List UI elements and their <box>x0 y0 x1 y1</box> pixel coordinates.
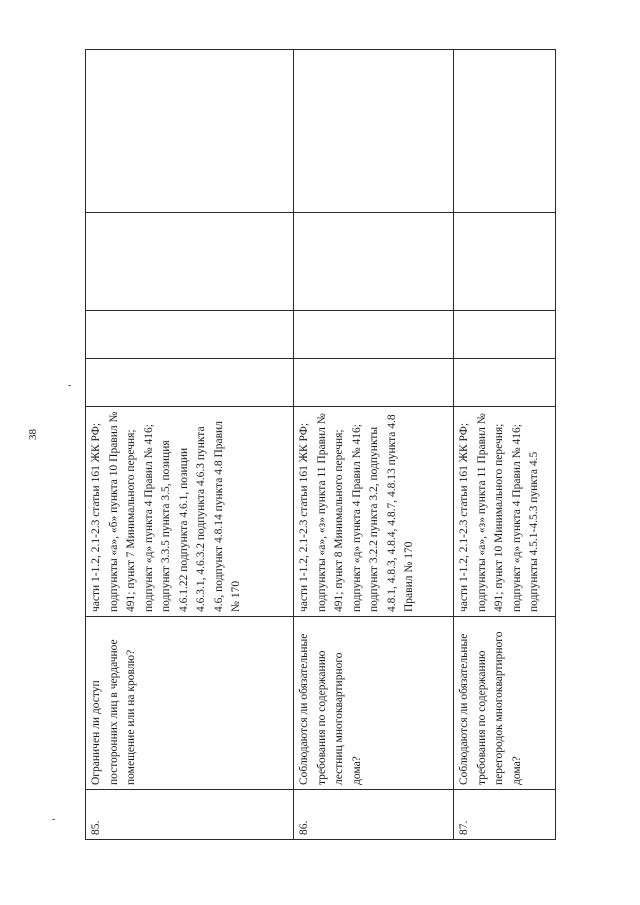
page-number: 38 <box>27 429 39 440</box>
reference-text: части 1-1.2, 2.1-2.3 статьи 161 ЖК РФ; подпункты «а», «з» пункта 11 Правил № 491; пункт 8 Минимального перечня; подпункт «д» пункта 4 Правил № 416; подпункт 3.2.2 пункта 3.2, подпункты 4.8.1, 4.8.3, 4.8.4, 4.8.7, 4.8.13 пункта 4.8 Правил № 170 <box>298 413 415 612</box>
reference-cell <box>454 407 556 617</box>
empty-answer-cell <box>294 359 454 407</box>
empty-answer-cell <box>86 311 294 359</box>
question-cell <box>86 617 294 790</box>
row-number-cell <box>86 790 294 840</box>
checklist-table <box>85 49 556 840</box>
question-text: Соблюдаются ли обязательные требования по содержанию лестниц многоквартирного дома? <box>298 633 363 785</box>
empty-answer-cell <box>454 359 556 407</box>
empty-answer-cell <box>294 311 454 359</box>
empty-answer-cell <box>454 213 556 311</box>
row-number: 86. <box>298 820 310 835</box>
rotated-table-container <box>85 50 555 840</box>
question-text: Ограничен ли доступ посторонних лиц в чердачное помещение или на кровлю? <box>90 639 137 785</box>
empty-answer-cell <box>86 213 294 311</box>
question-cell <box>454 617 556 790</box>
question-text: Соблюдаются ли обязательные требования по содержанию перегородок многоквартирного дома? <box>458 631 523 785</box>
margin-mark: - <box>68 380 72 391</box>
row-number-cell <box>294 790 454 840</box>
empty-note-cell <box>86 50 294 213</box>
reference-text: части 1-1.2, 2.1-2.3 статьи 161 ЖК РФ; подпункты «а», «б» пункта 10 Правил № 491; пункт 7 Минимального перечня; подпункт «д» пункта 4 Правил № 416; подпункт 3.3.5 пункта 3.5, позиция 4.6.1.22 подпункта 4.6.1, позиции 4.6.3.1, 4.6.3.2 подпункта 4.6.3 пункта 4.6, подпункт 4.8.14 пункта 4.8 Правил № 170 <box>90 411 242 612</box>
empty-answer-cell <box>454 311 556 359</box>
empty-note-cell <box>454 50 556 213</box>
empty-answer-cell <box>294 213 454 311</box>
row-number: 85. <box>90 820 102 835</box>
table-row <box>294 50 454 840</box>
reference-cell <box>86 407 294 617</box>
row-number-cell <box>454 790 556 840</box>
margin-mark: - <box>52 814 56 825</box>
question-cell <box>294 617 454 790</box>
table-row <box>86 50 294 840</box>
reference-text: части 1-1.2, 2.1-2.3 статьи 161 ЖК РФ; подпункты «а», «з» пункта 11 Правил № 491; пункт 10 Минимального перечня; подпункт «д» пункта 4 Правил № 416; подпункты 4.5.1-4.5.3 пункта 4.5 <box>458 413 540 612</box>
table-row <box>454 50 556 840</box>
row-number: 87. <box>458 820 470 835</box>
reference-cell <box>294 407 454 617</box>
empty-note-cell <box>294 50 454 213</box>
empty-answer-cell <box>86 359 294 407</box>
